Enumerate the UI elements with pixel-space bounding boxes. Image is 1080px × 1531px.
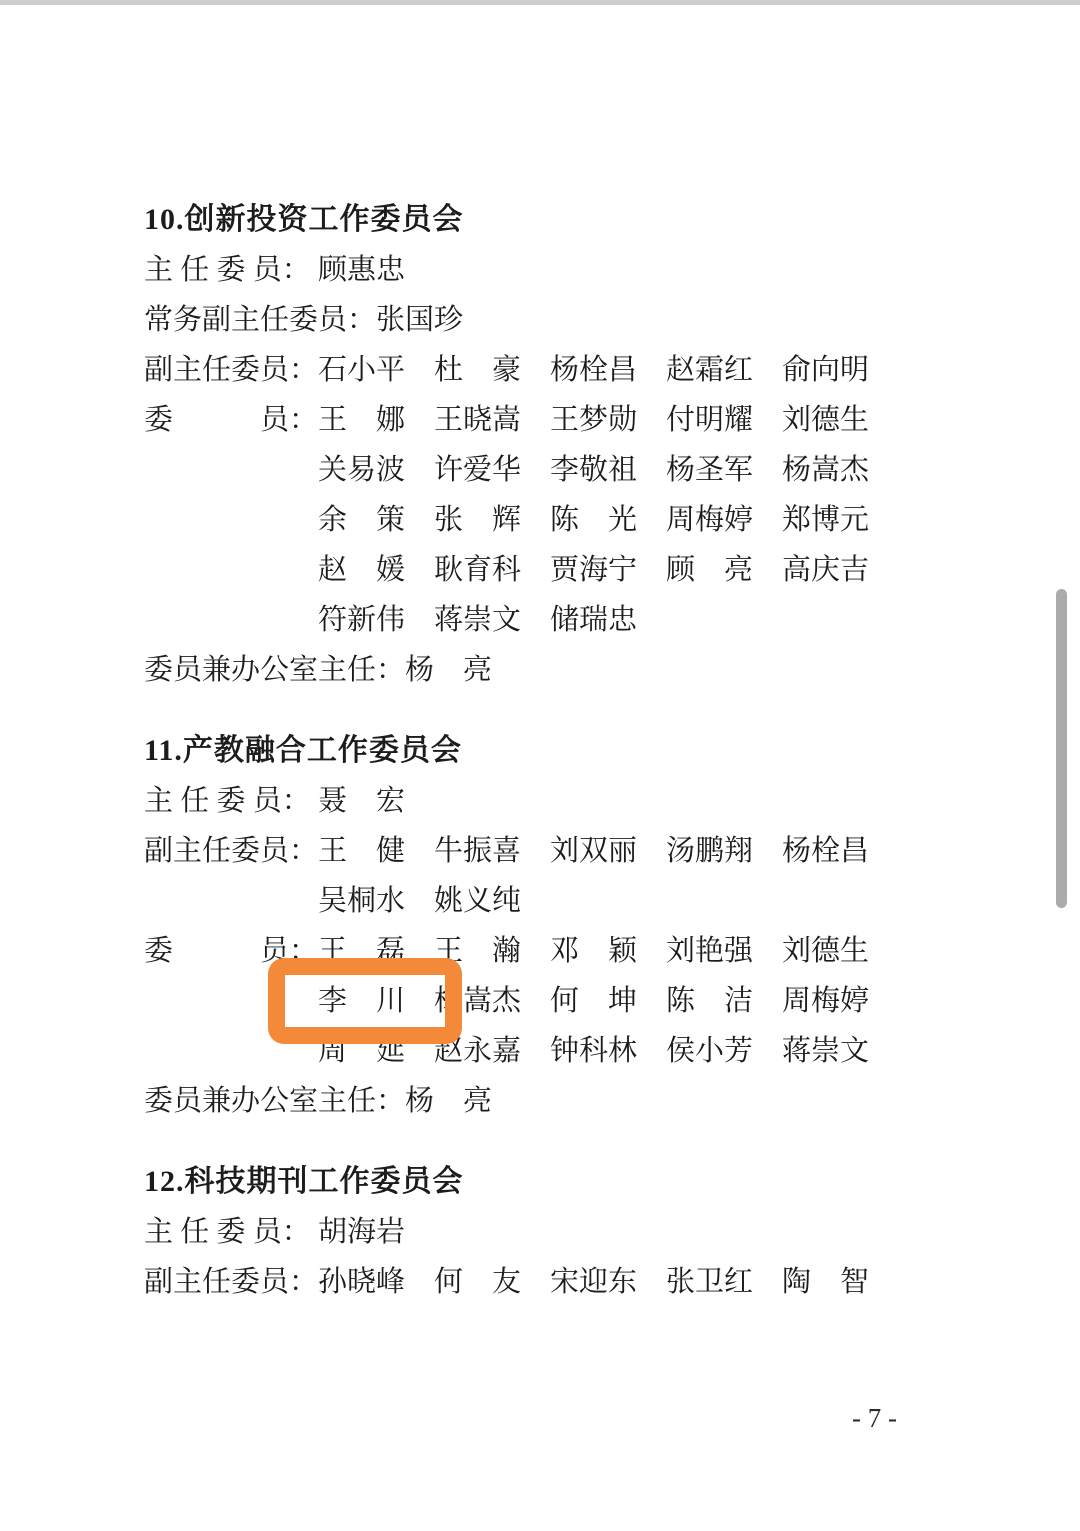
member-name: 李 川 <box>318 985 406 1017</box>
member-line <box>144 1076 944 1126</box>
member-line <box>144 826 944 876</box>
role-label: 主 任 委 员： <box>144 1216 311 1248</box>
role-label: 委 员： <box>144 935 319 967</box>
member-names: 余 策 张 辉 陈 光 周梅婷 郑博元 <box>318 504 870 536</box>
member-line <box>144 1026 944 1076</box>
member-line <box>144 495 944 545</box>
member-line <box>144 1207 944 1257</box>
member-names: 杨 亮 <box>405 1085 493 1117</box>
section-10-heading: 10.创新投资工作委员会 <box>144 203 464 236</box>
role-label: 主 任 委 员： <box>144 254 311 286</box>
member-names: 周 延 赵永嘉 钟科林 侯小芳 蒋崇文 <box>318 1035 870 1067</box>
role-label: 副主任委员： <box>144 835 319 867</box>
role-label: 委员兼办公室主任： <box>144 654 406 686</box>
member-names: 胡海岩 <box>318 1216 406 1248</box>
role-label: 主 任 委 员： <box>144 785 311 817</box>
member-line <box>144 445 944 495</box>
section-10 <box>144 195 944 695</box>
highlighted-name <box>318 976 405 1026</box>
member-names: 王 健 牛振喜 刘双丽 汤鹏翔 杨栓昌 <box>318 835 870 867</box>
member-names: 孙晓峰 何 友 宋迎东 张卫红 陶 智 <box>318 1266 870 1298</box>
member-line <box>144 1257 944 1307</box>
page-number: - 7 - <box>852 1403 897 1433</box>
member-line <box>144 876 944 926</box>
member-names: 张国珍 <box>376 304 464 336</box>
member-names: 关易波 许爱华 李敬祖 杨圣军 杨嵩杰 <box>318 454 870 486</box>
member-names: 赵 媛 耿育科 贾海宁 顾 亮 高庆吉 <box>318 554 870 586</box>
member-line <box>144 245 944 295</box>
member-names: 杨嵩杰 何 坤 陈 洁 周梅婷 <box>405 985 870 1017</box>
member-line-highlighted <box>144 976 944 1026</box>
role-label: 委员兼办公室主任： <box>144 1085 406 1117</box>
member-line <box>144 345 944 395</box>
member-line <box>144 595 944 645</box>
section-12-heading: 12.科技期刊工作委员会 <box>144 1165 464 1198</box>
member-names: 顾惠忠 <box>318 254 406 286</box>
member-names: 符新伟 蒋崇文 储瑞忠 <box>318 604 638 636</box>
member-names: 石小平 杜 豪 杨栓昌 赵霜红 俞向明 <box>318 354 870 386</box>
member-line <box>144 776 944 826</box>
role-label: 常务副主任委员： <box>144 304 377 336</box>
member-line <box>144 926 944 976</box>
section-11 <box>144 726 944 1126</box>
member-line <box>144 295 944 345</box>
member-names: 吴桐水 姚义纯 <box>318 885 522 917</box>
member-line <box>144 395 944 445</box>
member-names: 王 磊 王 瀚 邓 颖 刘艳强 刘德生 <box>318 935 870 967</box>
section-11-heading: 11.产教融合工作委员会 <box>144 734 462 767</box>
member-names: 王 娜 王晓嵩 王梦勋 付明耀 刘德生 <box>318 404 870 436</box>
role-label: 副主任委员： <box>144 1266 319 1298</box>
scrollbar-thumb[interactable] <box>1056 589 1067 908</box>
member-line <box>144 645 944 695</box>
section-12 <box>144 1157 944 1307</box>
viewer-top-edge-divider <box>0 0 1080 5</box>
document-content <box>144 195 944 1307</box>
role-label: 委 员： <box>144 404 319 436</box>
role-label: 副主任委员： <box>144 354 319 386</box>
member-names: 杨 亮 <box>405 654 493 686</box>
member-names: 聂 宏 <box>318 785 406 817</box>
member-line <box>144 545 944 595</box>
